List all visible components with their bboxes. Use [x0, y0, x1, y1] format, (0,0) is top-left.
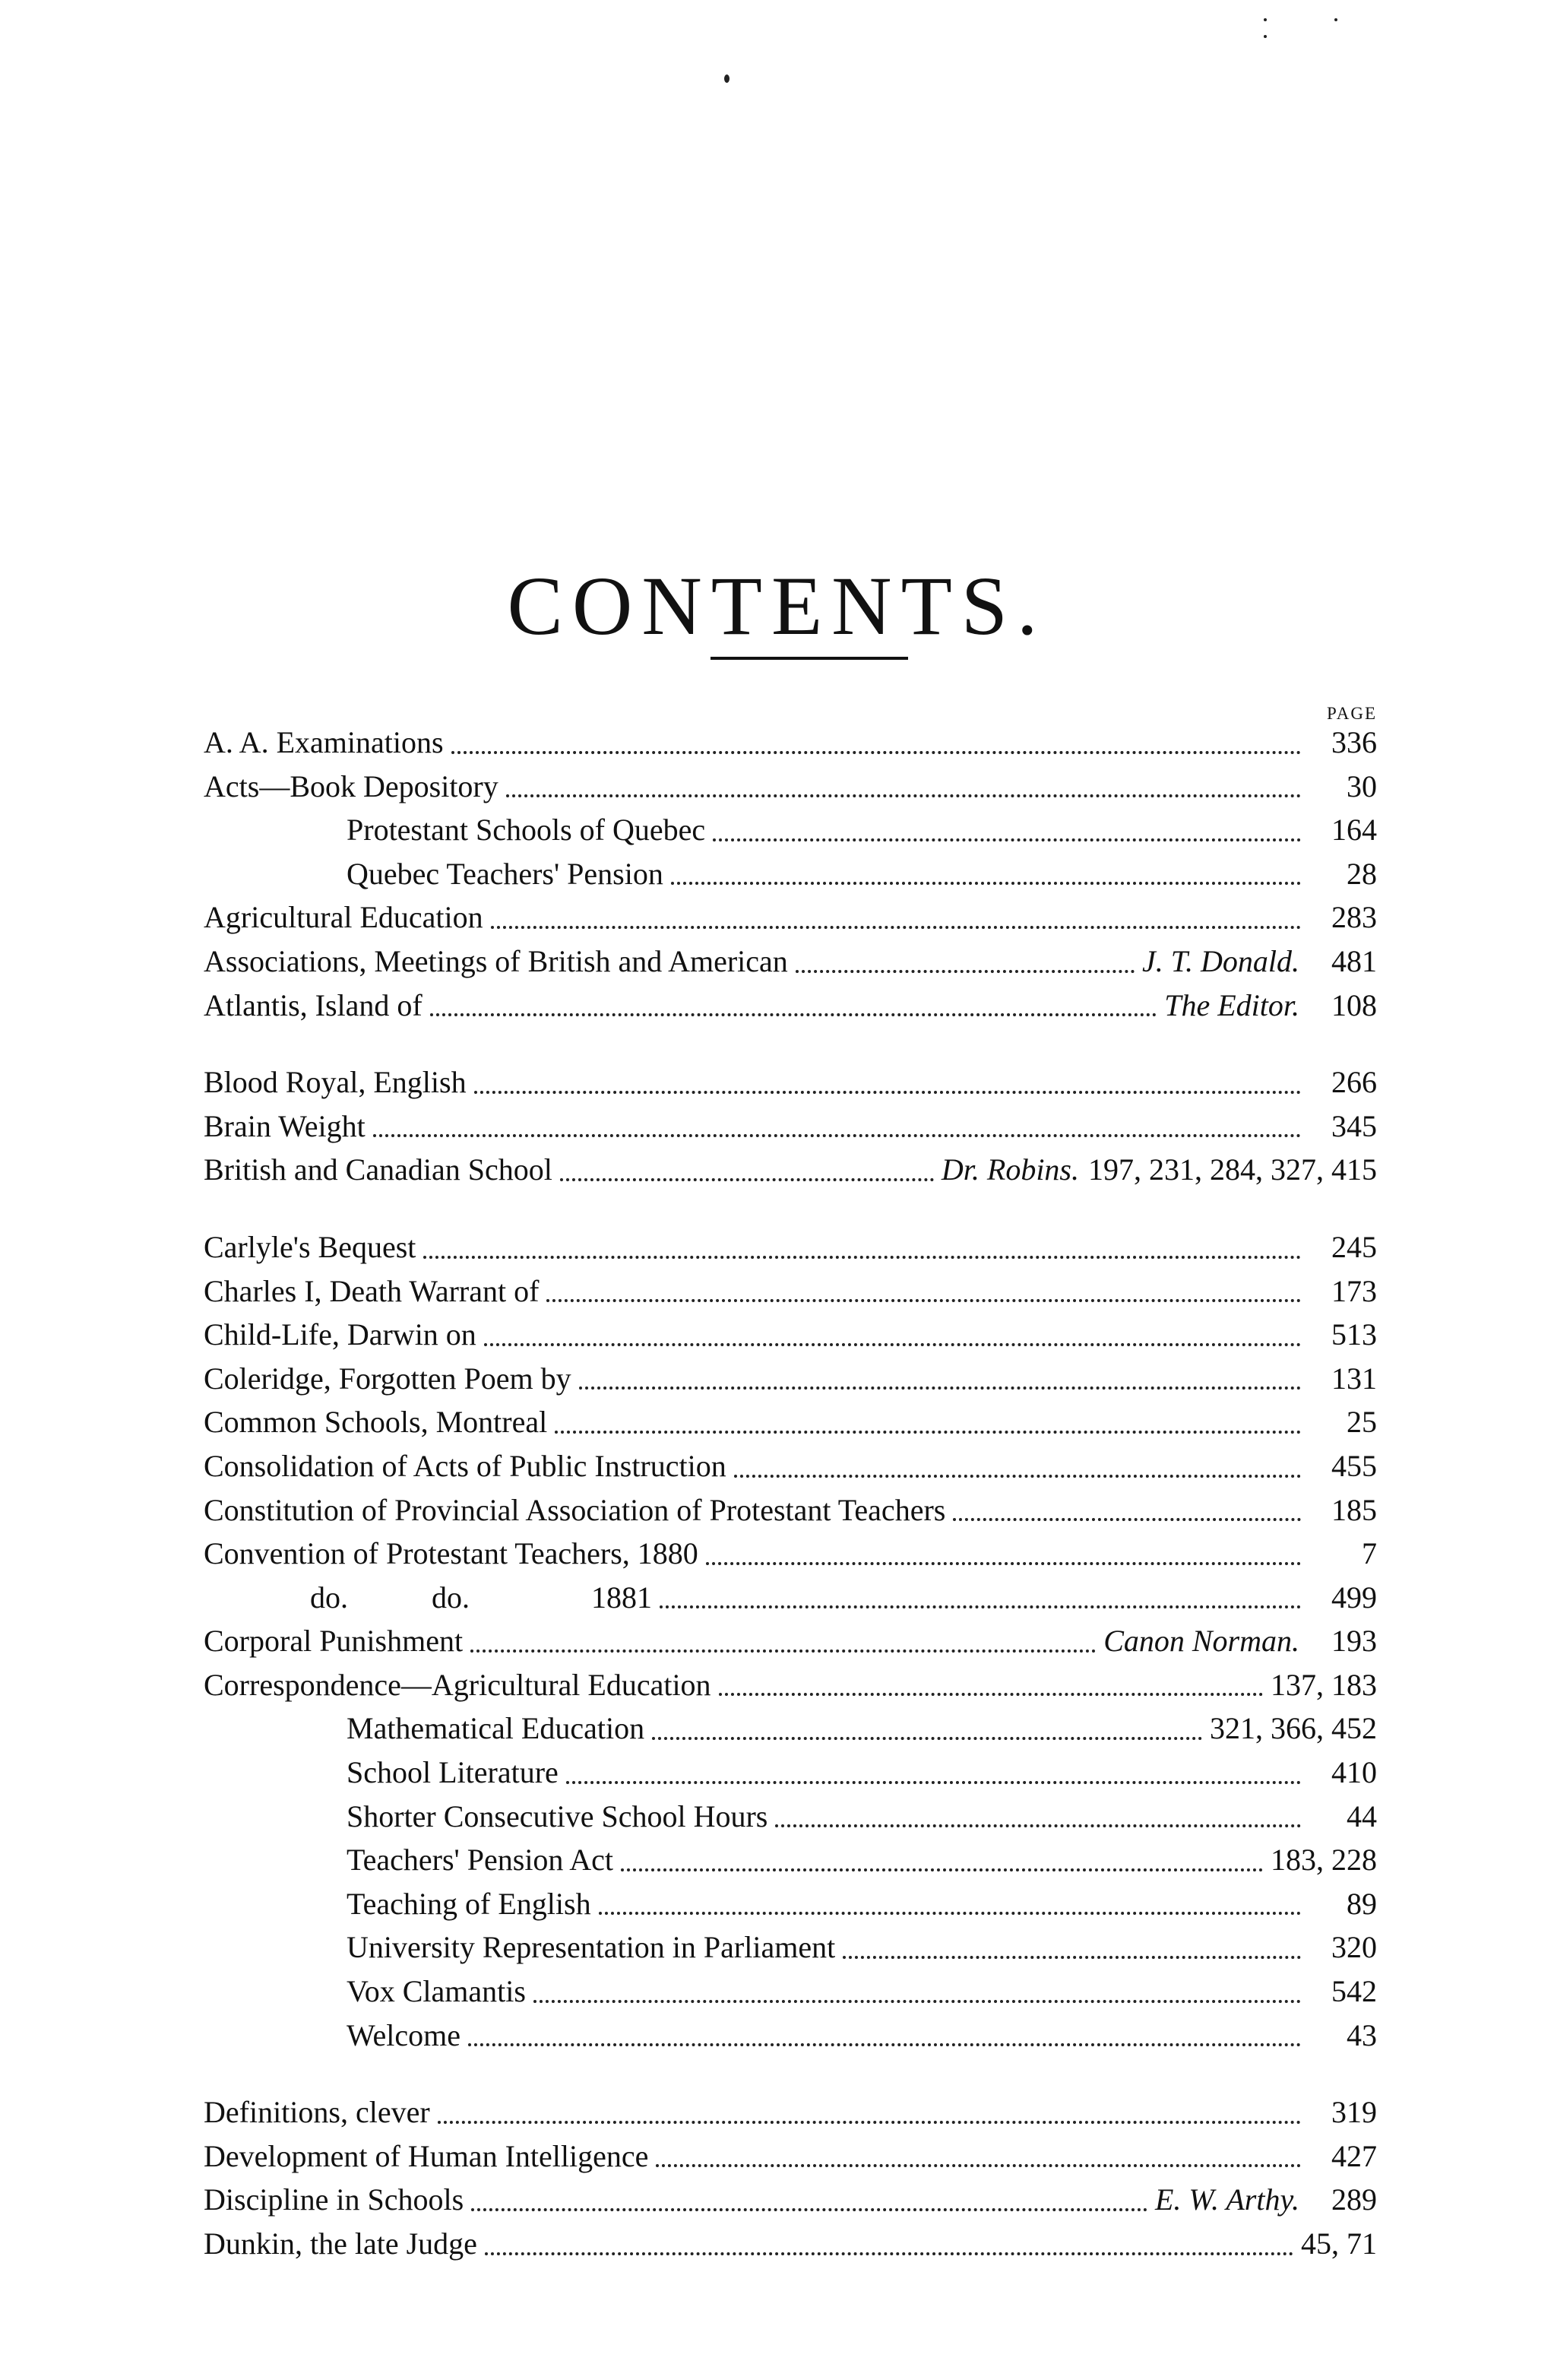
- entry-page-numbers: 283: [1331, 900, 1377, 935]
- dot-leader: [775, 1824, 1301, 1827]
- toc-entry: [204, 895, 1377, 940]
- entry-author: Dr. Robins.: [941, 1152, 1079, 1187]
- entry-label: School Literature: [347, 1755, 559, 1790]
- print-speck: [1334, 18, 1337, 21]
- toc-entry: [204, 1269, 1377, 1314]
- entry-label: Welcome: [347, 2017, 461, 2052]
- dot-leader: [660, 1605, 1301, 1608]
- toc-entry: [204, 940, 1377, 984]
- entry-page-numbers: 481: [1331, 943, 1377, 978]
- toc-entry: [204, 1225, 1377, 1269]
- entry-label: Coleridge, Forgotten Poem by: [204, 1361, 571, 1396]
- toc-entry: [204, 1313, 1377, 1357]
- dot-leader: [579, 1386, 1301, 1390]
- dot-leader: [555, 1431, 1301, 1434]
- entry-label: Acts—Book Depository: [204, 769, 498, 803]
- entry-label: Agricultural Education: [204, 900, 483, 935]
- toc-entry: [204, 765, 1377, 809]
- entry-author: The Editor.: [1164, 987, 1299, 1022]
- toc-entry: [204, 1795, 1377, 1839]
- entry-label: Convention of Protestant Teachers, 1880: [204, 1536, 698, 1571]
- entry-page-numbers: 289: [1331, 2182, 1377, 2217]
- toc-entry: [204, 1970, 1377, 2014]
- toc-entry: [204, 2178, 1377, 2222]
- entry-label: Corporal Punishment: [204, 1624, 464, 1659]
- entry-label: A. A. Examinations: [204, 725, 444, 759]
- entry-label: Protestant Schools of Quebec: [347, 813, 706, 848]
- toc-entry: [204, 1104, 1377, 1149]
- toc-entry: [204, 1444, 1377, 1488]
- toc-entry: [204, 1400, 1377, 1444]
- entry-label: Brain Weight: [204, 1108, 366, 1143]
- toc-entry: [204, 852, 1377, 896]
- dot-leader: [953, 1518, 1301, 1521]
- dot-leader: [713, 838, 1301, 841]
- entry-author: J. T. Donald.: [1141, 943, 1299, 978]
- dot-leader: [506, 794, 1301, 797]
- entry-label: University Representation in Parliament: [347, 1930, 836, 1965]
- page-column-label: PAGE: [1327, 704, 1377, 723]
- toc-entry: [204, 1060, 1377, 1104]
- toc-entry: [204, 2134, 1377, 2179]
- dot-leader: [599, 1912, 1301, 1915]
- dot-leader: [706, 1562, 1301, 1565]
- entry-label: Discipline in Schools: [204, 2182, 464, 2217]
- entry-label: Mathematical Education: [347, 1711, 645, 1746]
- dot-leader: [843, 1956, 1301, 1959]
- entry-page-numbers: 319: [1331, 2095, 1377, 2130]
- title-rule: [711, 657, 908, 660]
- toc-entry: [204, 984, 1377, 1028]
- dot-leader: [566, 1781, 1301, 1784]
- toc-entry: [204, 1576, 1377, 1620]
- entry-label: Charles I, Death Warrant of: [204, 1273, 540, 1308]
- dot-leader: [470, 1650, 1096, 1653]
- dot-leader: [719, 1693, 1263, 1696]
- dot-leader: [652, 1737, 1202, 1740]
- entry-page-numbers: 427: [1331, 2138, 1377, 2173]
- entry-page-numbers: 25: [1347, 1405, 1377, 1440]
- entry-page-numbers: 45, 71: [1301, 2226, 1377, 2261]
- dot-leader: [734, 1475, 1301, 1478]
- toc-entry: [204, 1357, 1377, 1401]
- page-title: CONTENTS.: [507, 559, 1047, 652]
- entry-page-numbers: 30: [1347, 769, 1377, 803]
- entry-label: Consolidation of Acts of Public Instruction: [204, 1448, 726, 1483]
- dot-leader: [474, 1091, 1301, 1094]
- dot-leader: [796, 970, 1135, 973]
- entry-page-numbers: 499: [1331, 1580, 1377, 1615]
- toc-entry: [204, 1619, 1377, 1663]
- entry-page-numbers: 455: [1331, 1448, 1377, 1483]
- entry-label: British and Canadian School: [204, 1152, 552, 1187]
- entry-label: 1881: [591, 1580, 652, 1615]
- entry-page-numbers: 266: [1331, 1065, 1377, 1100]
- contents-list: [204, 721, 1377, 2266]
- print-speck: [724, 74, 730, 83]
- entry-label: Carlyle's Bequest: [204, 1229, 416, 1264]
- dot-leader: [438, 2121, 1301, 2124]
- entry-author: Canon Norman.: [1103, 1624, 1299, 1659]
- entry-author: E. W. Arthy.: [1154, 2182, 1299, 2217]
- entry-page-numbers: 89: [1347, 1886, 1377, 1921]
- entry-label: Child-Life, Darwin on: [204, 1317, 476, 1352]
- entry-page-numbers: 137, 183: [1271, 1667, 1377, 1702]
- dot-leader: [451, 751, 1301, 754]
- entry-label: Teachers' Pension Act: [347, 1843, 613, 1878]
- entry-page-numbers: 513: [1331, 1317, 1377, 1352]
- toc-entry: [204, 1925, 1377, 1970]
- toc-entry: [204, 2222, 1377, 2266]
- dot-leader: [491, 926, 1301, 929]
- dot-leader: [423, 1256, 1301, 1259]
- entry-page-numbers: 28: [1347, 856, 1377, 891]
- toc-entry: [204, 1663, 1377, 1707]
- toc-entry: [204, 1751, 1377, 1795]
- dot-leader: [546, 1299, 1301, 1302]
- entry-label: Shorter Consecutive School Hours: [347, 1798, 768, 1833]
- entry-page-numbers: 173: [1331, 1273, 1377, 1308]
- entry-page-numbers: 245: [1331, 1229, 1377, 1264]
- toc-entry: [204, 1532, 1377, 1576]
- toc-entry: [204, 808, 1377, 852]
- dot-leader: [621, 1868, 1263, 1871]
- entry-label: Correspondence—Agricultural Education: [204, 1667, 711, 1702]
- dot-leader: [373, 1134, 1301, 1137]
- entry-page-numbers: 336: [1331, 725, 1377, 759]
- dot-leader: [430, 1013, 1157, 1016]
- toc-entry: [204, 1148, 1377, 1192]
- entry-label: Atlantis, Island of: [204, 987, 423, 1022]
- entry-label: Associations, Meetings of British and American: [204, 943, 788, 978]
- dot-leader: [468, 2043, 1301, 2046]
- print-speck: [1264, 18, 1267, 21]
- entry-page-numbers: 320: [1331, 1930, 1377, 1965]
- print-speck: [1264, 35, 1267, 38]
- entry-label: Definitions, clever: [204, 2095, 430, 2130]
- entry-label: Blood Royal, English: [204, 1065, 467, 1100]
- entry-page-numbers: 7: [1362, 1536, 1377, 1571]
- toc-entry: [204, 2014, 1377, 2058]
- entry-page-numbers: 108: [1331, 987, 1377, 1022]
- entry-label: Dunkin, the late Judge: [204, 2226, 477, 2261]
- entry-page-numbers: 345: [1331, 1108, 1377, 1143]
- toc-entry: [204, 1488, 1377, 1532]
- toc-entry: [204, 1707, 1377, 1751]
- entry-page-numbers: 44: [1347, 1798, 1377, 1833]
- toc-entry: [204, 2090, 1377, 2134]
- ditto-mark: do.: [432, 1580, 470, 1615]
- dot-leader: [471, 2208, 1147, 2211]
- entry-label: Constitution of Provincial Association of Protestant Teachers: [204, 1492, 946, 1527]
- dot-leader: [485, 2252, 1293, 2255]
- toc-entry: [204, 1882, 1377, 1926]
- entry-page-numbers: 197, 231, 284, 327, 415: [1088, 1152, 1377, 1187]
- dot-leader: [656, 2164, 1301, 2167]
- dot-leader: [484, 1343, 1301, 1346]
- ditto-mark: do.: [310, 1580, 348, 1615]
- entry-label: Common Schools, Montreal: [204, 1405, 548, 1440]
- entry-page-numbers: 43: [1347, 2017, 1377, 2052]
- entry-page-numbers: 164: [1331, 813, 1377, 848]
- entry-page-numbers: 131: [1331, 1361, 1377, 1396]
- entry-page-numbers: 321, 366, 452: [1210, 1711, 1377, 1746]
- dot-leader: [560, 1178, 934, 1181]
- dot-leader: [671, 882, 1301, 885]
- entry-page-numbers: 542: [1331, 1974, 1377, 2009]
- entry-label: Vox Clamantis: [347, 1974, 526, 2009]
- entry-label: Quebec Teachers' Pension: [347, 856, 663, 891]
- entry-page-numbers: 410: [1331, 1755, 1377, 1790]
- entry-page-numbers: 193: [1331, 1624, 1377, 1659]
- entry-label: Development of Human Intelligence: [204, 2138, 649, 2173]
- toc-entry: [204, 1838, 1377, 1882]
- entry-page-numbers: 183, 228: [1271, 1843, 1377, 1878]
- toc-entry: [204, 721, 1377, 765]
- dot-leader: [533, 2000, 1301, 2003]
- entry-label: Teaching of English: [347, 1886, 591, 1921]
- ditto-entry-label: [204, 1576, 652, 1620]
- entry-page-numbers: 185: [1331, 1492, 1377, 1527]
